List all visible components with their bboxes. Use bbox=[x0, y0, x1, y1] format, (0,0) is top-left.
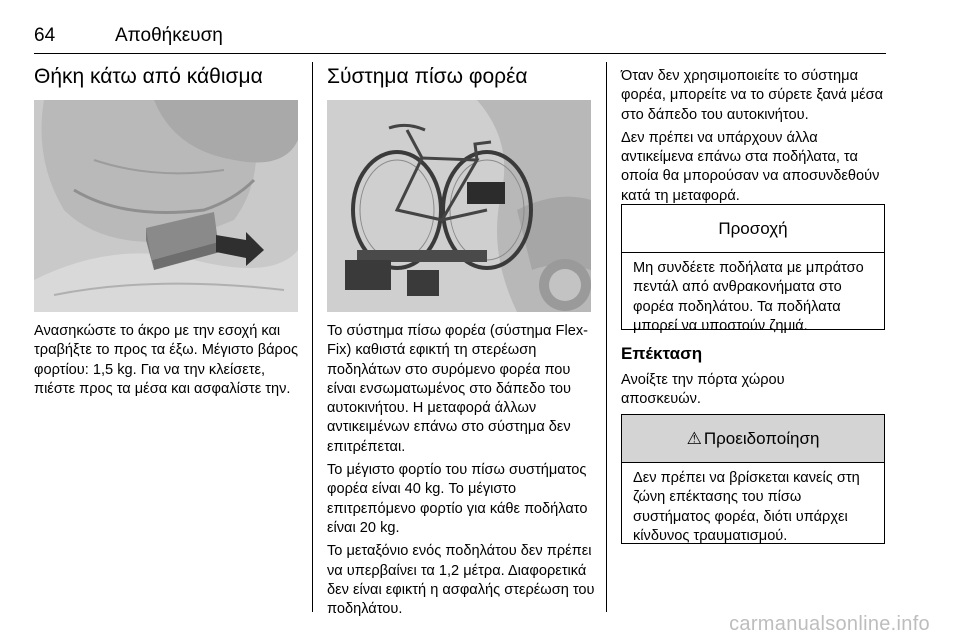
caution-title: Προσοχή bbox=[622, 205, 884, 253]
warning-text: Δεν πρέπει να βρίσκεται κανείς στη ζώνη επέκτασης του πίσω συστήματος φορέα, διότι υπάρχει κίνδυνος τραυματισμού. bbox=[633, 470, 860, 544]
seat-drawer-illustration bbox=[34, 100, 298, 312]
warning-triangle-icon: ⚠ bbox=[686, 428, 702, 448]
seat-drawer-text: Ανασηκώστε το άκρο με την εσοχή και τραβήξτε το προς τα έξω. Μέγιστο βάρος φορτίου: 1,5 kg. Για να την κλείσετε, πιέστε προς τα μέσα και ασφαλίστε την. bbox=[34, 323, 298, 397]
column-divider-2 bbox=[606, 62, 607, 612]
page-number: 64 bbox=[34, 25, 56, 46]
column-divider-1 bbox=[312, 62, 313, 612]
carrier-paragraph-3: Το μεταξόνιο ενός ποδηλάτου δεν πρέπει να υπερβαίνει τα 1,2 μέτρα. Διαφορετικά δεν είναι εφικτή η ασφαλής στερέωση του ποδηλάτου. bbox=[327, 543, 595, 618]
header-rule bbox=[34, 53, 886, 54]
extension-text: Ανοίξτε την πόρτα χώρου αποσκευών. bbox=[621, 372, 785, 408]
warning-header bbox=[622, 415, 884, 463]
watermark: carmanualsonline.info bbox=[729, 613, 930, 635]
seat-drawer-heading: Θήκη κάτω από κάθισμα bbox=[34, 65, 263, 88]
carrier-stow-paragraph: Όταν δεν χρησιμοποιείτε το σύστημα φορέα, μπορείτε να το σύρετε ξανά μέσα στο δάπεδο του αυτοκινήτου. bbox=[621, 68, 884, 123]
extension-heading: Επέκταση bbox=[621, 344, 703, 363]
carrier-continued-text bbox=[621, 67, 885, 210]
warning-box bbox=[621, 414, 885, 544]
caution-box bbox=[621, 204, 885, 334]
carrier-paragraph-1: Το σύστημα πίσω φορέα (σύστημα Flex-Fix) καθιστά εφικτή τη στερέωση ποδηλάτων στο συρόμενο φορέα που είναι ενσωματωμένος στο δάπεδο του αυτοκινήτου. Η μεταφορά άλλων αντικειμένων επάνω στο σύστημα δεν επιτρέπεται. bbox=[327, 323, 588, 455]
rear-carrier-heading: Σύστημα πίσω φορέα bbox=[327, 65, 528, 88]
carrier-paragraph-2: Το μέγιστο φορτίο του πίσω συστήματος φορέα είναι 40 kg. Το μέγιστο επιτρεπόμενο φορτίο για κάθε ποδήλατο είναι 20 kg. bbox=[327, 462, 588, 536]
rear-carrier-text bbox=[327, 322, 595, 623]
warning-title: Προειδοποίηση bbox=[703, 428, 820, 448]
section-title: Αποθήκευση bbox=[115, 25, 223, 46]
caution-text: Μη συνδέετε ποδήλατα με μπράτσο πεντάλ από ανθρακονήματα στο φορέα ποδηλάτου. Τα ποδήλατα μπορεί να υποστούν ζημιά. bbox=[633, 260, 864, 334]
carrier-objects-paragraph: Δεν πρέπει να υπάρχουν άλλα αντικείμενα επάνω στα ποδήλατα, τα οποία θα μπορούσαν να αποσυνδεθούν κατά τη μεταφορά. bbox=[621, 129, 880, 204]
bicycle-carrier-illustration bbox=[327, 100, 591, 312]
